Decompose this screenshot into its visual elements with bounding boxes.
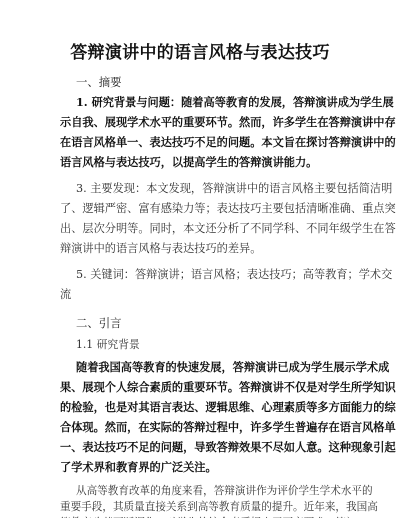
abstract-p2-line: 出、层次分明等。同时，本文还分析了不同学科、不同年级学生在答 <box>60 222 396 235</box>
abstract-p1-line: 1. 研究背景与问题：随着高等教育的发展，答辩演讲成为学生展 <box>76 95 394 109</box>
intro-subheading: 1.1 研究背景 <box>76 338 140 351</box>
abstract-heading: 一、摘要 <box>76 75 122 89</box>
intro-p1-line: 随着我国高等教育的快速发展，答辩演讲已成为学生展示学术成 <box>76 360 390 374</box>
abstract-p1-line: 在语言风格单一、表达技巧不足的问题。本文旨在探讨答辩演讲中的 <box>60 135 396 149</box>
abstract-p2-line: 3. 主要发现：本文发现，答辩演讲中的语言风格主要包括简洁明 <box>76 182 393 195</box>
intro-p1-line: 了学术界和教育界的广泛关注。 <box>60 460 217 474</box>
intro-p2-line: 从高等教育改革的角度来看，答辩演讲作为评价学生学术水平的 <box>76 485 373 497</box>
abstract-p1-line: 语言风格与表达技巧，以提高学生的答辩演讲能力。 <box>60 155 318 169</box>
abstract-p1-line: 示自我、展现学术水平的重要环节。然而，许多学生在答辩演讲中存 <box>60 115 396 129</box>
document-title: 答辩演讲中的语言风格与表达技巧 <box>70 43 330 63</box>
intro-p1-line: 一、表达技巧不足的问题，导致答辩效果不尽如人意。这种现象引起 <box>60 440 396 454</box>
abstract-p2-line: 了、逻辑严密、富有感染力等；表达技巧主要包括清晰准确、重点突 <box>60 202 396 215</box>
intro-p1-line: 的检验，也是对其语言表达、逻辑思维、心理素质等多方面能力的综 <box>60 400 396 414</box>
abstract-p2-line: 辩演讲中的语言风格与表达技巧的差异。 <box>60 242 262 255</box>
keywords-line: 5. 关键词：答辩演讲；语言风格；表达技巧；高等教育；学术交 <box>76 268 393 281</box>
keywords-line: 流 <box>60 288 72 301</box>
intro-p1-line: 果、展现个人综合素质的重要环节。答辩演讲不仅是对学生所学知识 <box>60 380 396 394</box>
intro-p1-line: 合体现。然而，在实际的答辩过程中，许多学生普遍存在语言风格单 <box>60 420 396 434</box>
intro-p2-line: 重要手段，其质量直接关系到高等教育质量的提升。近年来，我国高 <box>60 501 378 513</box>
intro-heading: 二、引言 <box>76 316 122 330</box>
